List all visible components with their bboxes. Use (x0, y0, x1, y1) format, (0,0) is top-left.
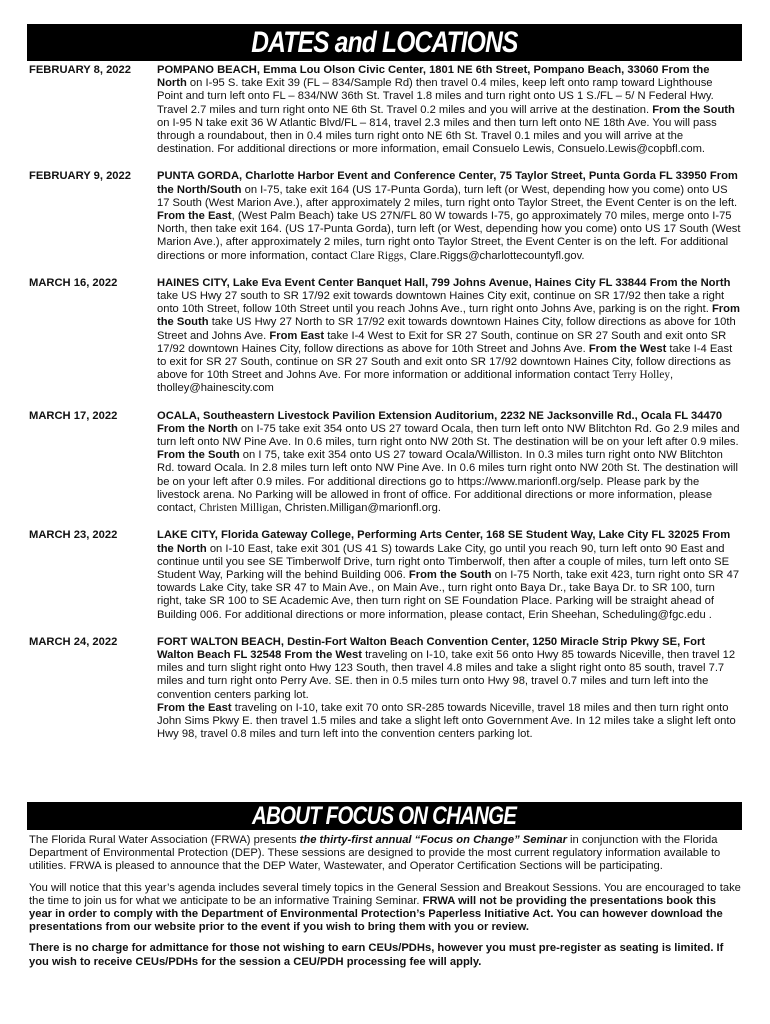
about-paragraph: You will notice that this year’s agenda includes several timely topics in the General Session and Breakout Sessions. You are encouraged to take the time to join us for what we anticipate to be an informative Training Seminar. FRWA will not be providing the presentations book this year in order to comply with the Department of Environmental Protection’s Paperless Initiative Act. You can however download the presentations from our website prior to the event if you wish to bring them with you or review. (29, 881, 741, 934)
event-date: MARCH 23, 2022 (29, 529, 118, 542)
event-date: FEBRUARY 8, 2022 (29, 64, 131, 76)
event-entry-haines-city: MARCH 16, 2022 HAINES CITY, Lake Eva Event Center Banquet Hall, 799 Johns Avenue, Haines City FL 33844 From the North take US Hwy 27 south to SR 17/92 exit towards downtown Haines City exit, continue on SR 17/92 then take a right onto 10th Street, follow 10th Street until you reach Johns Ave., turn right onto Johns Ave, parking is on the right. From the South take US Hwy 27 North to SR 17/92 exit towards downtown Haines City, follow directions as above for 10th Street and Johns Ave. From East take I-4 West to Exit for SR 27 South, continue on SR 27 South and exit onto SR 17/92 downtown Haines City, follow directions as above for 10th Street and Johns Ave. From the West take I-4 East to exit for SR 27 South, continue on SR 27 South and exit onto SR 17/92 downtown Haines City, follow directions as above for 10th Street and Johns Ave. For more information or additional information contact Terry Holley, tholley@hainescity.com (29, 276, 740, 395)
event-entry-lake-city: MARCH 23, 2022 LAKE CITY, Florida Gateway College, Performing Arts Center, 168 SE Student Way, Lake City FL 32025 From the North on I-10 East, take exit 301 (US 41 S) towards Lake City, go until you reach 90, turn left onto 90 East and continue until you see SE Timberwolf Drive, turn right onto Timberwolf, then after a couple of miles, turn left onto SE Student Way, Parking will the behind Building 006. From the South on I-75 North, take exit 423, turn right onto SR 47 towards Lake City, take SR 47 to Main Ave., on Main Ave., turn right onto Baya Dr., take Baya Dr. to SR 100, turn right, take SR 100 to SE Academic Ave, then turn right on SE Foundation Place. Parking will be straight ahead of Building 006. For additional directions or more information, please contact, Erin Sheehan, Scheduling@fgc.edu . (29, 529, 740, 621)
event-location: FORT WALTON BEACH, Destin-Fort Walton Beach Convention Center, 1250 Miracle Strip Pkwy SE, Fort Walton Beach FL 32548 (157, 635, 706, 661)
event-location: PUNTA GORDA, Charlotte Harbor Event and Conference Center, 75 Taylor Street, Punta Gorda FL 33950 (157, 170, 707, 183)
about-paragraph: There is no charge for admittance for those not wishing to earn CEUs/PDHs, however you must pre-register as seating is limited. If you wish to receive CEUs/PDHs for the session a CEU/PDH processing fee will apply. (29, 942, 724, 968)
event-list (29, 64, 741, 741)
event-entry-fort-walton: MARCH 24, 2022 FORT WALTON BEACH, Destin-Fort Walton Beach Convention Center, 1250 Miracle Strip Pkwy SE, Fort Walton Beach FL 32548 From the West traveling on I-10, take exit 56 onto Hwy 85 towards Niceville, then travel 12 miles and turn slight right onto Hwy 123 South, then travel 4.8 miles and take a slight right onto 85 south, travel 7.7 miles and turn right onto Perry Ave. SE. then in 0.5 miles turn onto Hwy 98, travel 0.7 miles and turn left into the convention centers parking lot. From the East traveling on I-10, take exit 70 onto SR-285 towards Niceville, travel 18 miles and then turn right onto John Sims Pkwy E. then travel 1.5 miles and take a slight left onto Government Ave. In 12 miles take a slight left onto Hwy 98, travel 0.8 miles and turn left into the convention centers parking lot. (29, 635, 736, 741)
event-date: FEBRUARY 9, 2022 (29, 170, 131, 183)
event-date: MARCH 24, 2022 (29, 635, 118, 648)
about-section (29, 834, 741, 977)
event-location: LAKE CITY, Florida Gateway College, Performing Arts Center, 168 SE Student Way, Lake City FL 32025 (157, 529, 700, 542)
event-date: MARCH 17, 2022 (29, 409, 118, 422)
event-entry-punta-gorda: FEBRUARY 9, 2022 PUNTA GORDA, Charlotte Harbor Event and Conference Center, 75 Taylor Street, Punta Gorda FL 33950 From the North/South on I-75, take exit 164 (US 17-Punta Gorda), turn left (or West, depending how you come) onto US 17 South (West Marion Ave.), after approximately 2 miles, turn right onto Taylor Street, the Event Center is on the left. From the East, (West Palm Beach) take US 27N/FL 80 W towards I-75, go approximately 70 miles, merge onto I-75 North, then take exit 164. (US 17-Punta Gorda), turn left (or West, depending how you come) onto US 17 South (West Marion Ave.), after approximately 2 miles, turn right onto Taylor Street, the Event Center is on the left. For additional directions or more information, contact Clare Riggs, Clare.Riggs@charlottecountyfl.gov. (29, 170, 741, 262)
about-focus-banner: ABOUT FOCUS ON CHANGE (27, 802, 742, 830)
about-paragraph: The Florida Rural Water Association (FRWA) presents the thirty-first annual “Focus on Change” Seminar in conjunction with the Florida Department of Environmental Protection (DEP). These sessions are designed to provide the most current regulatory information available to utilities. FRWA is pleased to announce that the DEP Water, Wastewater, and Operator Certification Sections will be participating. (29, 834, 721, 873)
event-date: MARCH 16, 2022 (29, 276, 118, 289)
event-entry-pompano: FEBRUARY 8, 2022 POMPANO BEACH, Emma Lou Olson Civic Center, 1801 NE 6th Street, Pompano Beach, 33060 From the North on I-95 S. take Exit 39 (FL – 834/Sample Rd) then travel 0.4 miles, keep left onto ramp toward Lighthouse Point and turn left onto FL – 834/NW 36th St. Travel 1.8 miles and turn right onto US 1 S./FL – 5/ N Federal Hwy. Travel 2.7 miles and turn right onto NE 6th St. Travel 0.2 miles and you will arrive at the destination. From the South on I-95 N take exit 36 W Atlantic Blvd/FL – 814, travel 2.3 miles and then turn left onto NE 18th Ave. You will pass through a roundabout, then in 0.4 miles turn right onto NE 6th St. Travel 0.1 miles and you will arrive at the destination. For additional directions or more information, email Consuelo Lewis, Consuelo.Lewis@copbfl.com. (29, 64, 735, 156)
dates-locations-banner: DATES and LOCATIONS (27, 24, 742, 61)
event-location: OCALA, Southeastern Livestock Pavilion Extension Auditorium, 2232 NE Jacksonville Rd., Ocala FL 34470 (157, 409, 723, 422)
event-entry-ocala: MARCH 17, 2022 OCALA, Southeastern Livestock Pavilion Extension Auditorium, 2232 NE Jacksonville Rd., Ocala FL 34470 From the North on I-75 take exit 354 onto US 27 toward Ocala, then turn left onto NW Blitchton Rd. Go 2.9 miles and turn left onto NW Pine Ave. In 0.6 miles, turn right onto NW 20th St. The destination will be on your left after 0.9 miles. From the South on I 75, take exit 354 onto US 27 toward Ocala/Williston. In 0.3 miles turn right onto NW Blitchton Rd. toward Ocala. In 2.8 miles turn left onto NW Pine Ave. In 0.6 miles turn right onto NW 20th St. The destination will be on your left after 0.9 miles. For additional directions go to https://www.marionfl.org/selp. Please park by the livestock arena. No Parking will be allowed in front of office. For additional directions or more information, please contact, Christen Milligan, Christen.Milligan@marionfl.org. (29, 409, 740, 515)
event-location: HAINES CITY, Lake Eva Event Center Banquet Hall, 799 Johns Avenue, Haines City FL 33844 (157, 276, 647, 289)
event-location: POMPANO BEACH, Emma Lou Olson Civic Center, 1801 NE 6th Street, Pompano Beach, 33060 (157, 64, 659, 76)
